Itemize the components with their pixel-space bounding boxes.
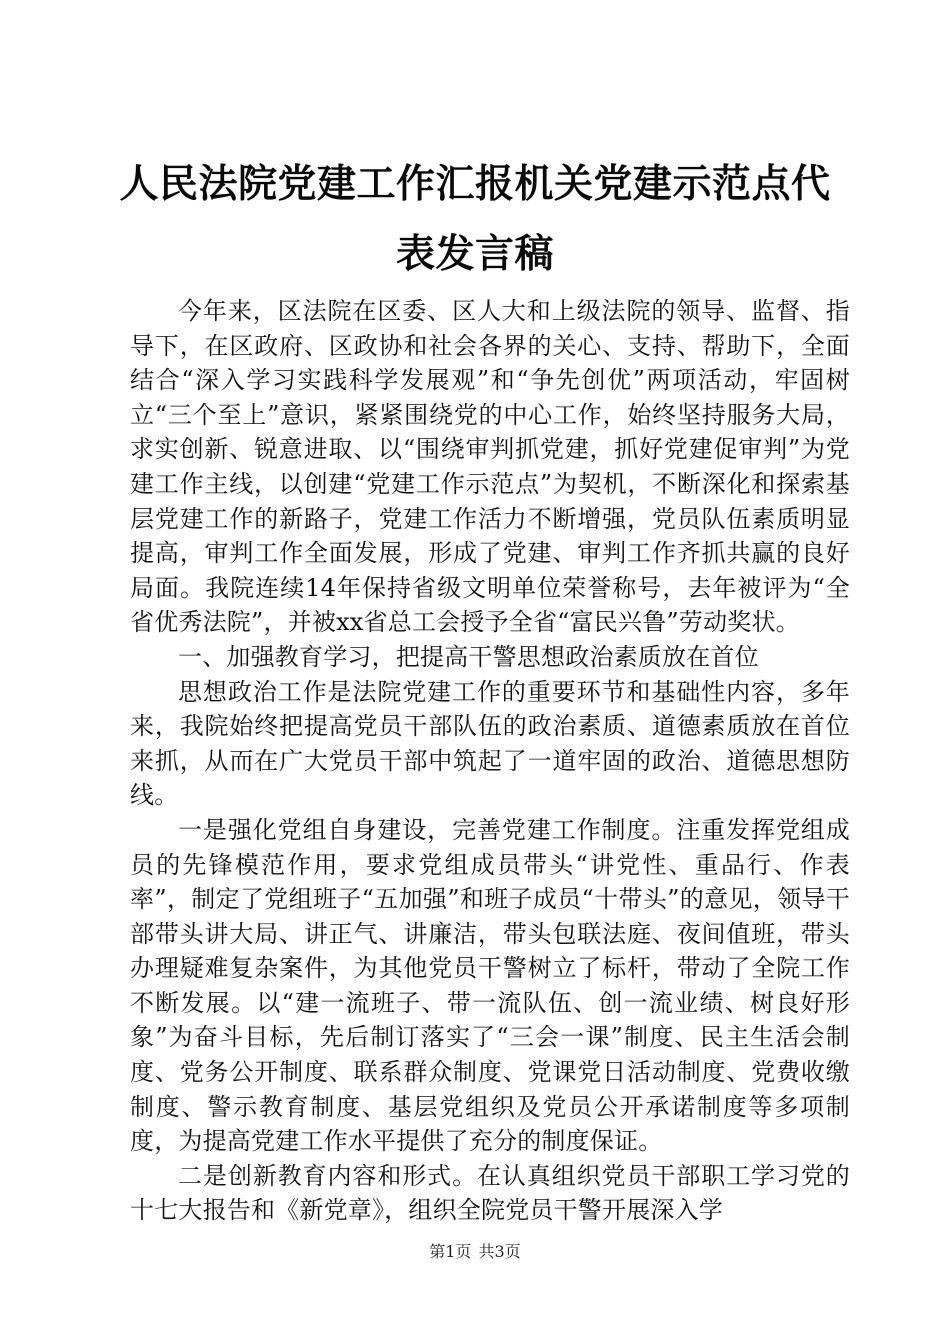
paragraph-point-1: 一是强化党组自身建设，完善党建工作制度。注重发挥党组成员的先锋模范作用，要求党组成员带头“讲党性、重品行、作表率”，制定了党组班子“五加强”和班子成员“十带头”的意见，领导干部带头讲大局、讲正气、讲廉洁，带头包联法庭、夜间值班，带头办理疑难复杂案件，为其他党员干警树立了标杆，带动了全院工作不断发展。以“建一流班子、带一流队伍、创一流业绩、树良好形象”为奋斗目标，先后制订落实了“三会一课”制度、民主生活会制度、党务公开制度、联系群众制度、党课党日活动制度、党费收缴制度、警示教育制度、基层党组织及党员公开承诺制度等多项制度，为提高党建工作水平提供了充分的制度保证。 bbox=[130, 815, 850, 1156]
section-heading-1: 一、加强教育学习，把提高干警思想政治素质放在首位 bbox=[178, 642, 759, 671]
document-body bbox=[130, 294, 850, 1228]
paragraph-point-2: 二是创新教育内容和形式。在认真组织党员干部职工学习党的十七大报告和《新党章》，组织全院党员干警开展深入学 bbox=[130, 1161, 850, 1225]
page-number: 第1页 bbox=[429, 1242, 472, 1261]
page-footer bbox=[0, 1242, 950, 1262]
page-total: 共3页 bbox=[478, 1242, 521, 1261]
paragraph-section-1: 思想政治工作是法院党建工作的重要环节和基础性内容，多年来，我院始终把提高党员干部队伍的政治素质、道德素质放在首位来抓，从而在广大党员干部中筑起了一道牢固的政治、道德思想防线。 bbox=[130, 677, 850, 810]
document-title: 人民法院党建工作汇报机关党建示范点代表发言稿 bbox=[119, 162, 831, 277]
paragraph-intro: 今年来，区法院在区委、区人大和上级法院的领导、监督、指导下，在区政府、区政协和社会各界的关心、支持、帮助下，全面结合“深入学习实践科学发展观”和“争先创优”两项活动，牢固树立“三个至上”意识，紧紧围绕党的中心工作，始终坚持服务大局，求实创新、锐意进取、以“围绕审判抓党建，抓好党建促审判”为党建工作主线，以创建“党建工作示范点”为契机，不断深化和探索基层党建工作的新路子，党建工作活力不断增强，党员队伍素质明显提高，审判工作全面发展，形成了党建、审判工作齐抓共赢的良好局面。我院连续14年保持省级文明单位荣誉称号，去年被评为“全省优秀法院”，并被xx省总工会授予全省“富民兴鲁”劳动奖状。 bbox=[130, 297, 850, 637]
